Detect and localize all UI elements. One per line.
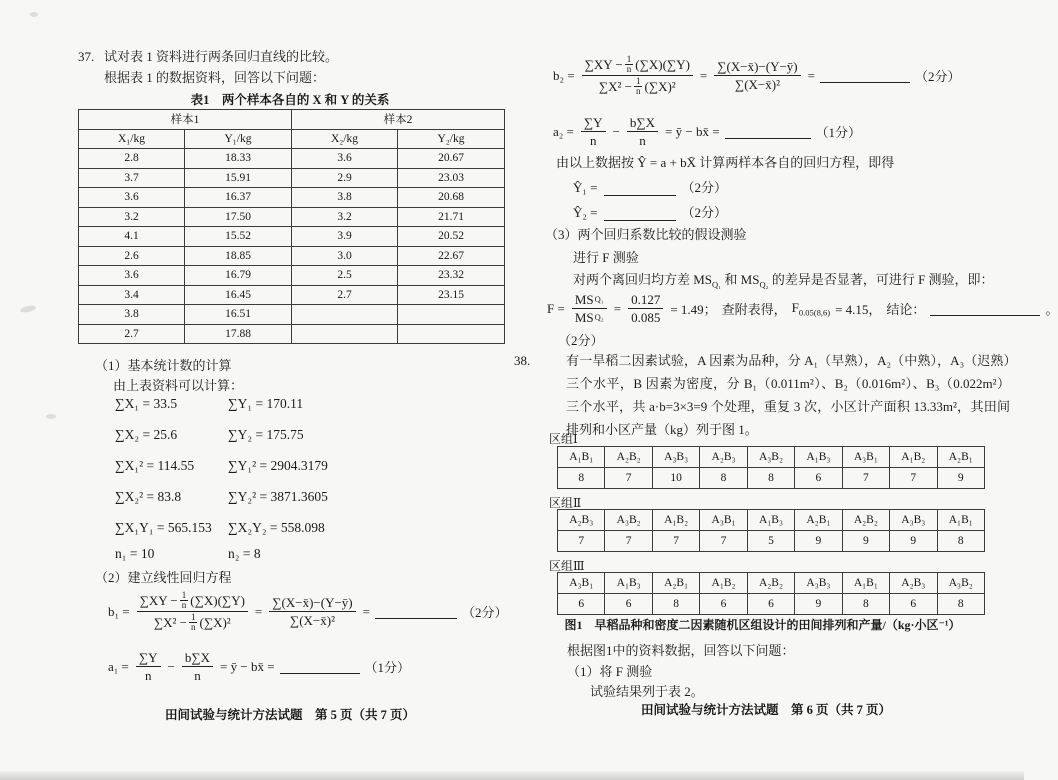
frag: = ȳ − bx̄ = bbox=[665, 123, 720, 139]
frag: ∑(X−x̄)² bbox=[289, 613, 335, 628]
scan-artifact bbox=[20, 304, 37, 313]
stat-n1: n₁ = 10 bbox=[115, 546, 155, 561]
cell bbox=[398, 324, 505, 344]
cell: 17.50 bbox=[185, 207, 292, 227]
cell: 7 bbox=[558, 531, 605, 552]
regression-instruction: 由以上数据按 Ŷ = a + bX̄ 计算两样本各自的回归方程，即得 bbox=[556, 155, 895, 170]
cell: 8 bbox=[937, 531, 985, 552]
cell: 18.33 bbox=[185, 149, 292, 169]
table1-col-x2: X₂/kg bbox=[292, 129, 398, 149]
subscript: Q₁ bbox=[594, 294, 604, 304]
frag: ∑X² − bbox=[598, 79, 632, 94]
cell: 9 bbox=[795, 531, 842, 552]
table1-col-header bbox=[79, 129, 505, 149]
formula-a1 bbox=[108, 650, 410, 683]
cell: 3.6 bbox=[79, 266, 185, 286]
cell: 9 bbox=[795, 594, 842, 615]
stat-sum-x1: ∑X₁ = 33.5 bbox=[115, 396, 178, 411]
formula-b2 bbox=[553, 55, 960, 96]
frag: (∑X)² bbox=[644, 79, 676, 94]
frag: (∑X)² bbox=[199, 615, 231, 630]
cell: A₂B₁ bbox=[652, 573, 699, 594]
stat-sum-x1y1: ∑X₁Y₁ = 565.153 bbox=[115, 520, 212, 535]
cell: 6 bbox=[700, 594, 747, 615]
post-question-intro: 根据图1中的资料数据，回答以下问题： bbox=[567, 643, 795, 658]
cell: 3.6 bbox=[79, 188, 185, 208]
block2-treatments bbox=[558, 510, 985, 531]
cell: 20.67 bbox=[398, 149, 505, 169]
answer-blank bbox=[725, 125, 811, 139]
cell: 3.4 bbox=[79, 285, 185, 305]
fraction bbox=[136, 650, 161, 683]
frag: = ȳ − bx̄ = bbox=[220, 658, 275, 674]
frag: 0.085 bbox=[631, 310, 661, 325]
frag: ∑X² − bbox=[153, 615, 187, 630]
frag: n bbox=[635, 86, 641, 96]
subscript: Q₂ bbox=[594, 312, 604, 322]
table1-col-x1: X₁/kg bbox=[79, 129, 185, 149]
score-mark: （2分） bbox=[461, 605, 508, 620]
block1-treatments bbox=[558, 447, 985, 468]
table-row bbox=[79, 168, 505, 188]
fraction bbox=[581, 115, 606, 148]
cell: A₂B₁ bbox=[795, 510, 842, 531]
block2-table bbox=[557, 509, 985, 552]
table1-caption: 表1 两个样本各自的 X 和 Y 的关系 bbox=[190, 93, 390, 107]
stat-n2: n₂ = 8 bbox=[228, 546, 261, 561]
b2-dev-fraction bbox=[714, 59, 800, 92]
cell: A₃B₁ bbox=[842, 447, 889, 468]
question-38-number: 38. bbox=[514, 353, 531, 368]
cell: 23.15 bbox=[398, 285, 505, 305]
cell: A₂B₂ bbox=[842, 510, 889, 531]
cell: A₁B₂ bbox=[700, 573, 747, 594]
table-row bbox=[79, 246, 505, 266]
yhat2-line bbox=[573, 202, 727, 221]
frag: b∑X bbox=[182, 650, 213, 667]
question-37 bbox=[78, 46, 510, 88]
b2-lhs: b₂ = bbox=[553, 67, 575, 83]
minus: − bbox=[612, 123, 620, 139]
F-lhs: F = bbox=[547, 300, 565, 316]
answer-blank bbox=[375, 605, 457, 619]
cell: 20.68 bbox=[398, 188, 505, 208]
yhat1-lhs: Ŷ₁ = bbox=[573, 180, 598, 195]
formula-F bbox=[547, 292, 1058, 325]
cell: 8 bbox=[747, 468, 794, 489]
cell: A₁B₃ bbox=[605, 573, 652, 594]
cell: A₂B₃ bbox=[700, 447, 747, 468]
answer-blank bbox=[280, 660, 360, 674]
score-mark: （2分） bbox=[681, 180, 728, 195]
table1-col-y1: Y₁/kg bbox=[185, 129, 292, 149]
figure1-caption: 图1 早稻品种和密度二因素随机区组设计的田间排列和产量/（kg·小区⁻¹） bbox=[564, 618, 961, 632]
frag: F bbox=[791, 299, 799, 315]
cell: A₃B₃ bbox=[795, 573, 842, 594]
section3-title: （3）两个回归系数比较的假设测验 bbox=[545, 227, 747, 242]
frag: n bbox=[144, 668, 152, 683]
frag: 1 bbox=[626, 54, 632, 64]
block3-table bbox=[557, 572, 985, 615]
cell: A₃B₂ bbox=[605, 510, 652, 531]
cell: 3.2 bbox=[79, 207, 185, 227]
stat-row bbox=[115, 520, 325, 536]
cell: 6 bbox=[558, 594, 605, 615]
stat-row bbox=[115, 427, 304, 443]
page6-footer: 田间试验与统计方法试题 第 6 页（共 7 页） bbox=[640, 703, 891, 717]
frag: MS bbox=[574, 292, 594, 307]
stat-row bbox=[115, 396, 303, 412]
photo-bottom-edge bbox=[0, 771, 1024, 780]
formula-a2 bbox=[553, 115, 861, 148]
subscript: 0.05(8,6) bbox=[798, 307, 831, 318]
block1-yields bbox=[558, 468, 985, 489]
frag: n bbox=[190, 622, 196, 632]
scan-artifact bbox=[46, 414, 56, 419]
answer-blank bbox=[930, 302, 1040, 316]
a2-lhs: a₂ = bbox=[553, 123, 574, 139]
cell: A₁B₁ bbox=[937, 510, 985, 531]
frag: 和 MS bbox=[721, 272, 760, 287]
cell: A₂B₃ bbox=[890, 573, 937, 594]
cell: 18.85 bbox=[185, 246, 292, 266]
frag: 的差异是否显著，可进行 F 测验，即： bbox=[768, 272, 994, 287]
frag: 。 bbox=[1045, 302, 1058, 317]
block2-label: 区组Ⅱ bbox=[549, 496, 582, 510]
fraction bbox=[627, 115, 658, 148]
minus: − bbox=[167, 658, 175, 674]
cell: 17.88 bbox=[185, 324, 292, 344]
cell: 9 bbox=[890, 531, 937, 552]
cell: 8 bbox=[652, 594, 699, 615]
cell: 8 bbox=[842, 594, 889, 615]
block3-yields bbox=[558, 594, 985, 615]
question-38 bbox=[514, 349, 1010, 441]
frag: 1 bbox=[635, 76, 641, 86]
frag: = 4.15， bbox=[835, 302, 882, 317]
cell: 2.8 bbox=[79, 149, 185, 169]
stat-sum-y2: ∑Y₂ = 175.75 bbox=[228, 427, 304, 442]
cell: 20.52 bbox=[398, 227, 505, 247]
stat-sum-y1sq: ∑Y₁² = 2904.3179 bbox=[228, 458, 328, 473]
subscript: Q₂ bbox=[759, 279, 769, 290]
a1-lhs: a₁ = bbox=[108, 658, 129, 674]
f-test-line: 进行 F 测验 bbox=[573, 250, 639, 265]
frag: (∑X)(∑Y) bbox=[635, 57, 690, 72]
cell: A₃B₂ bbox=[937, 573, 985, 594]
cell: A₂B₁ bbox=[937, 447, 985, 468]
question-37-line2: 根据表 1 的数据资料，回答以下问题： bbox=[104, 70, 326, 85]
cell: 6 bbox=[795, 468, 842, 489]
cell: 7 bbox=[605, 531, 652, 552]
table1-samples bbox=[78, 109, 505, 344]
frag: ∑XY − bbox=[139, 593, 178, 608]
cell: 23.32 bbox=[398, 266, 505, 286]
section1-intro: 由上表资料可以计算： bbox=[113, 378, 244, 393]
cell: 9 bbox=[937, 468, 985, 489]
stat-sum-x2: ∑X₂ = 25.6 bbox=[115, 427, 178, 442]
cell: A₃B₂ bbox=[747, 447, 794, 468]
table1-col-y2: Y₂/kg bbox=[398, 129, 505, 149]
answer-blank bbox=[820, 69, 910, 83]
cell bbox=[292, 324, 398, 344]
equals: = bbox=[699, 67, 708, 83]
cell: 3.7 bbox=[79, 168, 185, 188]
block1-table bbox=[557, 446, 985, 489]
cell: A₂B₂ bbox=[747, 573, 794, 594]
subscript: Q₁ bbox=[712, 279, 722, 290]
cell: 3.8 bbox=[292, 188, 398, 208]
subquestion-1-line2: 试验结果列于表 2。 bbox=[590, 684, 704, 699]
frag: ∑(X−x̄)−(Y−ȳ) bbox=[269, 595, 355, 612]
yhat2-lhs: Ŷ₂ = bbox=[573, 205, 598, 220]
cell: 6 bbox=[890, 594, 937, 615]
F-critical bbox=[792, 300, 830, 318]
cell: 8 bbox=[558, 468, 605, 489]
question-37-line1 bbox=[78, 46, 510, 67]
cell: A₃B₁ bbox=[700, 510, 747, 531]
b2-main-fraction bbox=[582, 55, 693, 96]
cell: A₁B₃ bbox=[795, 447, 842, 468]
stat-sum-y2sq: ∑Y₂² = 3871.3605 bbox=[228, 489, 328, 504]
frag: (∑X)(∑Y) bbox=[190, 593, 245, 608]
fraction bbox=[182, 650, 213, 683]
table-row bbox=[79, 227, 505, 247]
cell: 6 bbox=[605, 594, 652, 615]
question-38-text: 有一旱稻二因素试验，A 因素为品种，分 A₁（早熟），A₂（中熟），A₃（迟熟）三个水平，B 因素为密度，分 B₁（0.011m²）、B₂（0.016m²）、B₃（0.022m²）三个水平，共 a·b=3×3=9 个处理，重复 3 次，小区计产面积 13.33m²，其田间排列和小区产量（kg）列于图 1。 bbox=[566, 353, 1010, 437]
frag: n bbox=[626, 64, 632, 74]
answer-blank bbox=[604, 207, 676, 221]
cell: 4.1 bbox=[79, 227, 185, 247]
table-row bbox=[79, 149, 505, 169]
formula-b1 bbox=[108, 591, 507, 632]
frag: 查附表得， bbox=[721, 302, 787, 317]
cell: 16.79 bbox=[185, 266, 292, 286]
cell: 15.52 bbox=[185, 227, 292, 247]
cell: 7 bbox=[605, 468, 652, 489]
cell: 3.6 bbox=[292, 149, 398, 169]
yhat1-line bbox=[573, 177, 727, 196]
cell: 9 bbox=[842, 531, 889, 552]
cell: A₂B₂ bbox=[605, 447, 652, 468]
b1-dev-fraction bbox=[269, 595, 355, 628]
stat-sum-x2sq: ∑X₂² = 83.8 bbox=[115, 489, 182, 504]
stat-row bbox=[115, 546, 261, 562]
table-row bbox=[79, 266, 505, 286]
cell: 3.9 bbox=[292, 227, 398, 247]
table-row bbox=[79, 324, 505, 344]
cell: A₂B₃ bbox=[558, 510, 605, 531]
cell bbox=[292, 305, 398, 325]
frag: 1 bbox=[190, 612, 196, 622]
cell: A₁B₃ bbox=[747, 510, 794, 531]
frag: MS bbox=[574, 310, 594, 325]
value-fraction bbox=[628, 292, 663, 325]
score-mark: （2分） bbox=[914, 69, 961, 84]
frag: ∑(X−x̄)−(Y−ȳ) bbox=[714, 59, 800, 76]
frag: 对两个离回归均方差 MS bbox=[573, 272, 713, 287]
equals: = bbox=[807, 67, 815, 83]
cell: A₁B₁ bbox=[558, 447, 605, 468]
score-mark: （2分） bbox=[681, 205, 728, 220]
equals: = bbox=[613, 300, 622, 316]
frag: ∑Y bbox=[136, 650, 161, 667]
cell: A₃B₃ bbox=[652, 447, 699, 468]
table-row bbox=[79, 188, 505, 208]
section2-title: （2）建立线性回归方程 bbox=[95, 570, 232, 585]
cell: 16.51 bbox=[185, 305, 292, 325]
cell: 7 bbox=[890, 468, 937, 489]
scan-artifact bbox=[30, 12, 38, 17]
score-mark: （1分） bbox=[364, 660, 411, 675]
table-row bbox=[79, 207, 505, 227]
answer-blank bbox=[604, 182, 676, 196]
cell: 2.6 bbox=[79, 246, 185, 266]
block2-yields bbox=[558, 531, 985, 552]
frag: ∑Y bbox=[581, 115, 606, 132]
score-mark: （1分） bbox=[815, 125, 862, 140]
cell: A₁B₁ bbox=[842, 573, 889, 594]
cell: 15.91 bbox=[185, 168, 292, 188]
table1-group-header bbox=[79, 110, 505, 130]
frag: n bbox=[181, 600, 187, 610]
cell: 2.7 bbox=[292, 285, 398, 305]
cell: 16.45 bbox=[185, 285, 292, 305]
cell: A₁B₂ bbox=[652, 510, 699, 531]
b1-main-fraction bbox=[137, 591, 248, 632]
cell: 3.0 bbox=[292, 246, 398, 266]
frag: ∑(X−x̄)² bbox=[734, 77, 780, 92]
cell: A₁B₂ bbox=[890, 447, 937, 468]
page5-footer: 田间试验与统计方法试题 第 5 页（共 7 页） bbox=[164, 708, 415, 722]
stat-row bbox=[115, 458, 328, 474]
block1-label: 区组Ⅰ bbox=[549, 432, 578, 446]
block3-treatments bbox=[558, 573, 985, 594]
cell: 2.9 bbox=[292, 168, 398, 188]
table1-group-sample1: 样本1 bbox=[79, 110, 292, 130]
frag: 0.127 bbox=[628, 292, 663, 309]
frag: 结论： bbox=[886, 302, 926, 317]
stat-row bbox=[115, 489, 328, 505]
cell: A₃B₁ bbox=[558, 573, 605, 594]
cell: 7 bbox=[700, 531, 747, 552]
equals: = bbox=[362, 603, 370, 619]
cell: 23.03 bbox=[398, 168, 505, 188]
stat-sum-x2y2: ∑X₂Y₂ = 558.098 bbox=[228, 520, 325, 535]
frag: ∑XY − bbox=[584, 57, 623, 72]
frag: n bbox=[639, 133, 646, 148]
b1-lhs: b₁ = bbox=[108, 603, 130, 619]
cell: 22.67 bbox=[398, 246, 505, 266]
cell: 8 bbox=[937, 594, 985, 615]
question-37-number: 37. bbox=[78, 49, 95, 64]
cell: 16.37 bbox=[185, 188, 292, 208]
cell: 3.2 bbox=[292, 207, 398, 227]
cell: 3.8 bbox=[79, 305, 185, 325]
table1-group-sample2: 样本2 bbox=[292, 110, 505, 130]
table-row bbox=[79, 285, 505, 305]
frag: n bbox=[589, 133, 597, 148]
stat-sum-y1: ∑Y₁ = 170.11 bbox=[228, 396, 304, 411]
cell: 2.7 bbox=[79, 324, 185, 344]
equals: = bbox=[254, 603, 263, 619]
cell: 10 bbox=[652, 468, 699, 489]
question-37-text: 试对表 1 资料进行两条回归直线的比较。 bbox=[104, 49, 339, 64]
cell: 7 bbox=[842, 468, 889, 489]
cell: 21.71 bbox=[398, 207, 505, 227]
cell bbox=[398, 305, 505, 325]
cell: 6 bbox=[747, 594, 794, 615]
frag: 1 bbox=[181, 590, 187, 600]
section1-title: （1）基本统计数的计算 bbox=[95, 358, 232, 373]
cell: 8 bbox=[700, 468, 747, 489]
block3-label: 区组Ⅲ bbox=[549, 559, 585, 573]
subquestion-1: （1）将 F 测验 bbox=[567, 664, 653, 679]
cell: 5 bbox=[747, 531, 794, 552]
frag: n bbox=[194, 668, 201, 683]
frag: b∑X bbox=[627, 115, 658, 132]
cell: A₃B₃ bbox=[890, 510, 937, 531]
stat-sum-x1sq: ∑X₁² = 114.55 bbox=[115, 458, 195, 473]
table-row bbox=[79, 305, 505, 325]
frag: = 1.49； bbox=[670, 302, 717, 317]
ms-fraction bbox=[572, 292, 607, 325]
score-mark-2: （2分） bbox=[558, 333, 604, 348]
cell: 2.5 bbox=[292, 266, 398, 286]
cell: 7 bbox=[652, 531, 699, 552]
